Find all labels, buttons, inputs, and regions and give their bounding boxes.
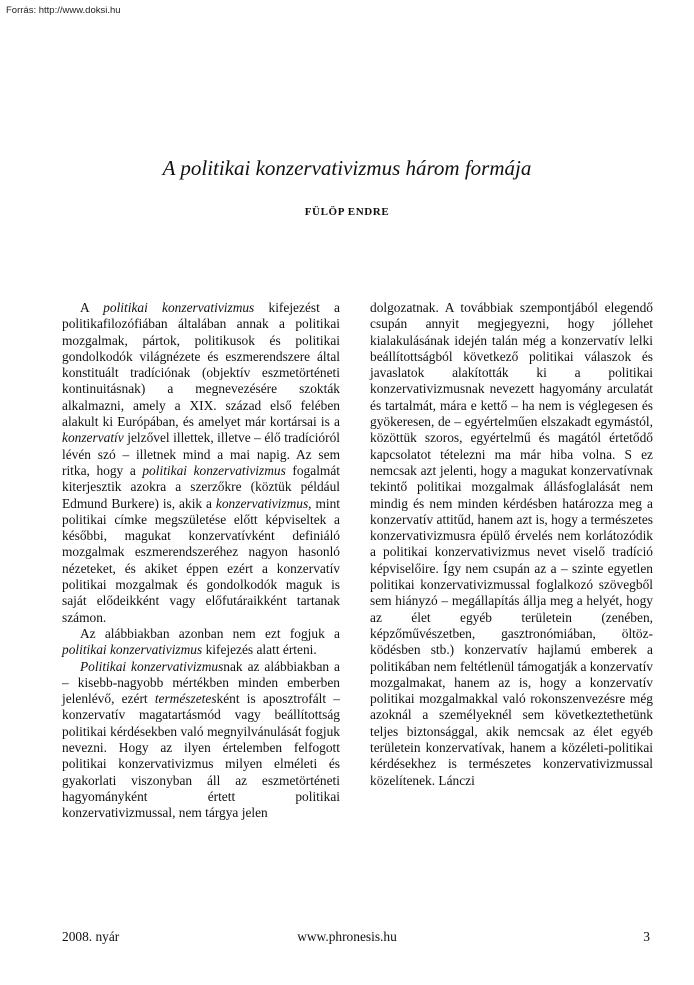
source-note: Forrás: http://www.doksi.hu [6, 5, 121, 16]
paragraph: Politikai konzervativizmusnak az alábbiakban a – kisebb-nagyobb mértékben minden emberben jelenlévő, ezért természetesként is aposztrofált – konzervatív magatartásmód vagy beállítottság politikai kérdésekben való megnyilvánulását fogjuk nevezni. Hogy az ilyen értelemben felfogott politikai konzervativizmus milyen elméleti és gyakorlati viszonyban áll az eszmetörténeti hagyományként értett politikai konzervativizmussal, nem tárgya jelen [62, 658, 340, 821]
paragraph: A politikai konzervativizmus kifejezést a politikafilozófiában általában annak a politikai mozgalmak, pártok, politikusok és politikai gondolkodók világnézete és eszmerendszere által konstituált tradíciónak (objektív eszmetörténeti kontinuitásnak) a megnevezésére szokták alkalmazni, amely a XIX. század első felében alakult ki Európában, és amelyet már kortársai is a konzervatív jelzővel illettek, illetve – élő tradícióról lévén szó – illetnek mind a mai napig. Az sem ritka, hogy a politikai konzervativizmus fogalmát kiterjesztik azokra a szerzőkre (köztük például Edmund Burkere) is, akik a konzervativizmus, mint politikai címke megszületése előtt képviseltek a későbbi, magukat konzervatívként definiáló mozgalmak eszmerendszeréhez nagyon hasonló nézeteket, és akiket éppen ezért a konzervatív politikai mozgalmak és gondolkodók maguk is saját elődeikként vagy előfutáraikként tartanak számon. [62, 300, 340, 625]
article-author: FÜLÖP ENDRE [304, 206, 390, 218]
italic-text: természetes [154, 691, 217, 707]
footer-issue: 2008. nyár [62, 929, 120, 944]
italic-text: konzervatív [62, 430, 124, 446]
italic-text: politikai konzervativizmus [142, 462, 286, 478]
italic-text: politikai konzervativizmus [103, 300, 255, 315]
footer-website: www.phronesis.hu [297, 929, 397, 944]
right-column [370, 300, 653, 789]
page-number: 3 [643, 929, 650, 944]
italic-text: Politikai konzervativizmus [80, 658, 224, 674]
italic-text: politikai konzervativizmus [62, 642, 203, 658]
left-column [62, 300, 340, 822]
paragraph: Az alábbiakban azonban nem ezt fogjuk a politikai konzervativizmus kifejezés alatt érteni. [62, 625, 340, 658]
paragraph: dolgozatnak. A továbbiak szempontjából elegendő csupán annyit megjegyezni, hogy jóllehet kialakulásának idején talán még a konzervatív lelki beállítottságból következő politikai válaszok és javaslatok alakították ki a politikai konzervativizmusnak nevezett hagyomány arculatát és tartalmát, mára e kettő – ha nem is véglegesen és gyökeresen, de – egyértelműen elszakadt egymástól, közöttük szoros, egyértelmű és magától értetődő kapcsolatot tételezni ma már hiba volna. S ez nemcsak azt jelenti, hogy a magukat konzervatívnak tekintő politikai mozgalmak állásfoglalását nem mindig és nem minden kérdésben határozza meg a konzervatív attitűd, hanem azt is, hogy a természetes konzervativizmusra épülő érvelés nem korlátozódik a politikai konzervativizmus nevet viselő tradíció képviselőire. Így nem csupán az a – szinte egyetlen politikai konzervativizmussal foglalkozó szövegből sem hiányzó – megállapítás állja meg a helyét, hogy az élet egyéb területein (zenében, képzőművészetben, gasztronómiában, öltözködésben stb.) konzervatív hajlamú emberek a politikában nem feltétlenül támogatják a konzervatív mozgalmakat, hanem az is, hogy a konzervatív politikai mozgalmakkal való rokonszenvezésre még azoknál a személyeknél sem következtethetünk teljes biztonsággal, akik nemcsak az élet egyéb területein konzervatívak, hanem a közéleti-politikai kérdésekhez is természetes konzervativizmussal közelítenek. Lánczi [370, 300, 653, 788]
italic-text: konzervativizmus [215, 495, 309, 511]
article-title: A politikai konzervativizmus három formája [162, 156, 532, 180]
